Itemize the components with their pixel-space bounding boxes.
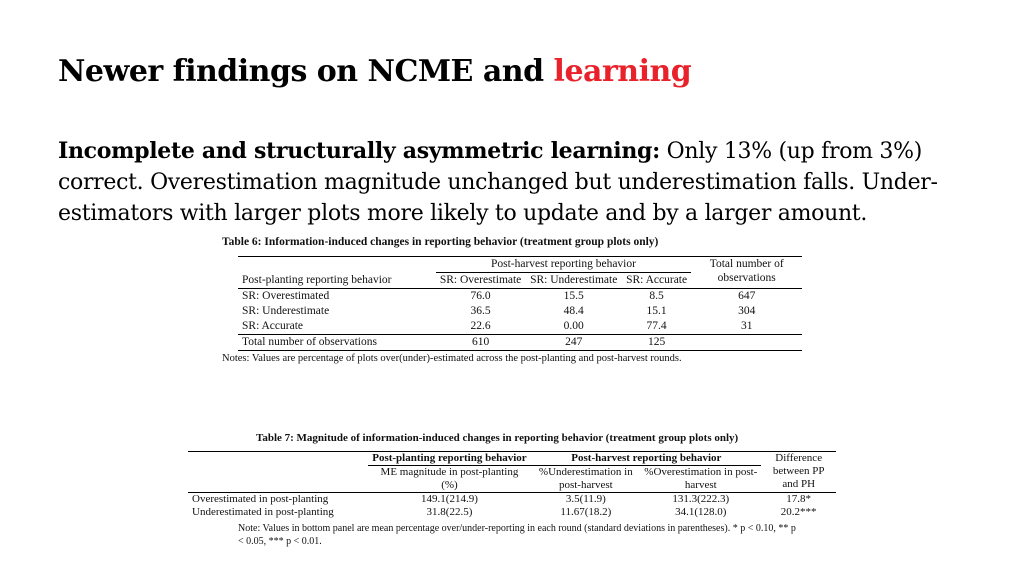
cell: 17.8* [786, 493, 812, 505]
table-6-grid [238, 256, 802, 351]
cell: 76.0 [470, 290, 491, 302]
cell: 647 [738, 290, 756, 302]
body-lead: Incomplete and structurally asymmetric learning: [58, 138, 660, 164]
cell: 304 [738, 305, 756, 317]
table-6-group-header: Post-harvest reporting behavior [436, 257, 692, 273]
cell: 31.8(22.5) [426, 506, 473, 518]
table-7-note: Note: Values in bottom panel are mean percentage over/under-reporting in each round (standard deviations in parentheses). * p < 0.10, ** p < 0.05, *** p < 0.01. [238, 523, 796, 547]
cell: 149.1(214.9) [421, 493, 478, 505]
table-7-col-header: %Overestimation in post-harvest [640, 466, 761, 493]
table-6-total-header: Total number of observations [691, 257, 802, 289]
cell: 15.5 [563, 290, 584, 302]
cell: 610 [436, 335, 526, 351]
cell: 125 [622, 335, 692, 351]
table-row [188, 493, 836, 507]
table-6-col-header: SR: Overestimate [436, 273, 526, 289]
cell: 131.3(222.3) [672, 493, 730, 505]
table-row [238, 304, 802, 319]
cell: 8.5 [649, 290, 664, 302]
table-7-group-pp: Post-planting reporting behavior [368, 452, 532, 466]
title-main: Newer findings on NCME and [58, 54, 554, 89]
table-6-caption: Table 6: Information-induced changes in reporting behavior (treatment group plots only) [222, 236, 659, 248]
cell: 20.2*** [780, 506, 817, 518]
table-6-col-header: SR: Accurate [622, 273, 692, 289]
table-row [188, 506, 836, 519]
row-label: SR: Overestimated [242, 290, 330, 302]
table-6-row-header: Post-planting reporting behavior [238, 273, 436, 289]
body-text: Only 13% (up from 3%) correct. Overestimation magnitude unchanged but underestimation falls. Under-estimators with larger plots more likely to update and by a larger amount. [58, 139, 938, 226]
cell: 3.5(11.9) [565, 493, 606, 505]
cell: 0.00 [563, 320, 584, 332]
cell: 31 [740, 320, 753, 332]
table-7 [188, 432, 836, 548]
table-row [238, 319, 802, 335]
table-7-caption: Table 7: Magnitude of information-induced changes in reporting behavior (treatment group plots only) [256, 432, 739, 444]
cell: 11.67(18.2) [560, 506, 612, 518]
cell: 77.4 [646, 320, 667, 332]
table-total-row [238, 335, 802, 351]
cell: 22.6 [470, 320, 491, 332]
cell: 247 [526, 335, 622, 351]
cell: 48.4 [563, 305, 584, 317]
row-label: Total number of observations [238, 335, 436, 351]
row-label: SR: Accurate [242, 320, 303, 332]
title-accent: learning [553, 54, 692, 89]
table-7-col-header: ME magnitude in post-planting (%) [368, 466, 532, 493]
table-6 [222, 236, 802, 364]
table-6-col-header: SR: Underestimate [526, 273, 622, 289]
slide-body [58, 136, 998, 229]
cell [691, 335, 802, 351]
cell: 36.5 [470, 305, 491, 317]
table-7-col-header: %Underestimation in post-harvest [531, 466, 640, 493]
cell: 15.1 [646, 305, 667, 317]
row-label: SR: Underestimate [242, 305, 330, 317]
row-label: Underestimated in post-planting [192, 506, 334, 518]
slide-title [58, 54, 691, 89]
table-7-grid [188, 451, 836, 519]
cell: 34.1(128.0) [675, 506, 727, 518]
row-label: Overestimated in post-planting [192, 493, 329, 505]
table-6-note: Notes: Values are percentage of plots over(under)-estimated across the post-planting and post-harvest rounds. [222, 353, 682, 364]
table-7-diff-header: Difference between PP and PH [761, 452, 836, 493]
table-row [238, 289, 802, 305]
table-7-group-ph: Post-harvest reporting behavior [531, 452, 761, 466]
